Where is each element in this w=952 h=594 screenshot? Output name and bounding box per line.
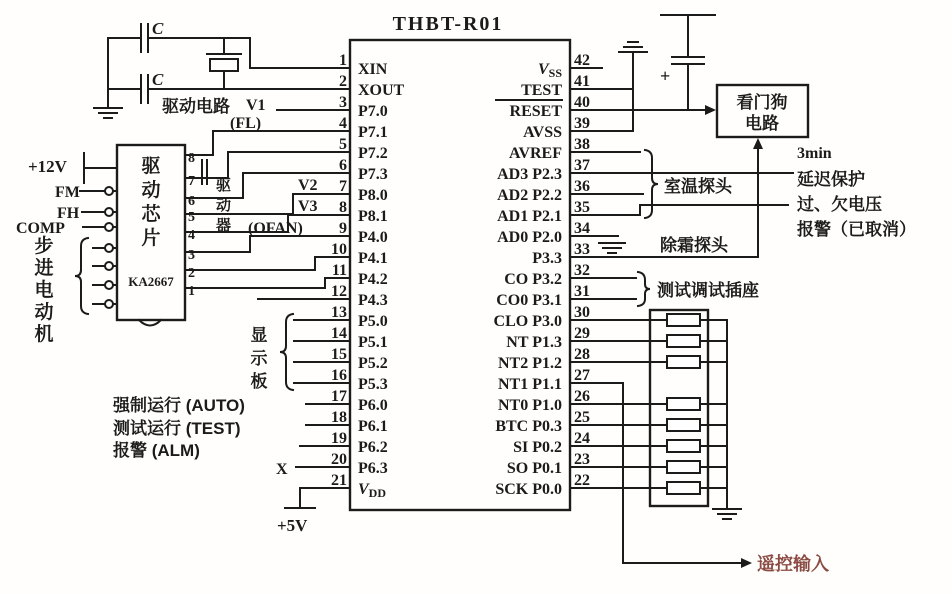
ic-pin-name: P5.3: [358, 376, 388, 393]
ic-pin-number: 7: [339, 178, 347, 195]
ic-pin-number: 24: [574, 430, 590, 447]
defrost-probe-label: 除霜探头: [660, 236, 728, 255]
brace-stepper: [75, 238, 88, 314]
ic-pin-name: AVSS: [523, 124, 562, 141]
terminal-icon: [105, 300, 113, 308]
ic-pin-number: 5: [339, 136, 347, 153]
ic-pin-number: 19: [331, 430, 347, 447]
ic-pin-name: P4.2: [358, 271, 388, 288]
bottom-left-labels: [112, 314, 331, 535]
ic-pin-number: 35: [574, 199, 590, 216]
ic-title: THBT-R01: [392, 13, 504, 35]
ic-pin-name: SO P0.1: [506, 460, 562, 477]
ic-pin-name: NT P1.3: [506, 334, 562, 351]
ic-left-pins: [331, 52, 405, 500]
ic-pin-number: 40: [574, 94, 590, 111]
driver-circuit-label: 驱动电路: [162, 97, 230, 116]
ic-pin-name: AD1 P2.1: [497, 208, 562, 225]
test-socket-label: 测试调试插座: [657, 281, 759, 300]
ic-pin-number: 21: [331, 472, 347, 489]
ic-pin-name: VSS: [537, 61, 562, 80]
terminal-icon: [105, 244, 113, 252]
driver-chip-pin-numbers: [188, 151, 195, 299]
ic-pin-name: CO P3.2: [504, 271, 562, 288]
ic-pin-name: P5.1: [358, 334, 388, 351]
display-board-label: 显示板: [250, 326, 268, 391]
ofan-label: (OFAN): [248, 220, 303, 237]
ic-pin-number: 38: [574, 136, 590, 153]
driver-chip-pin-number: 4: [188, 228, 195, 243]
driver-chip: [16, 145, 195, 345]
v2-label: V2: [298, 177, 318, 194]
v1-label: V1: [246, 97, 266, 114]
terminal-icon: [105, 223, 113, 231]
cap2-label: C: [152, 70, 164, 89]
ic-pin-number: 9: [339, 220, 347, 237]
ic-pin-number: 13: [331, 304, 347, 321]
capacitor-icon: [141, 75, 148, 103]
brace-display: [280, 314, 293, 390]
wire: [185, 257, 331, 270]
ground-icon: [713, 509, 741, 519]
stepper-motor-label: 步进电动机: [34, 236, 54, 345]
alarm-label: 报警 (ALM): [113, 441, 200, 460]
wire-ofan: [185, 236, 331, 252]
ic-pin-name: XOUT: [358, 82, 405, 99]
ic-pin-name: P4.1: [358, 250, 388, 267]
ic-pin-name: P6.0: [358, 397, 388, 414]
ic-pin-name: P7.2: [358, 145, 388, 162]
ic-pin-name: P5.0: [358, 313, 388, 330]
ic-pin-name: P8.0: [358, 187, 388, 204]
remote-input-label: 遥控输入: [757, 554, 829, 574]
watchdog-label-2: 电路: [745, 114, 779, 133]
wire-test-avss: [593, 52, 633, 131]
wire-display: [294, 320, 331, 383]
fh-label: FH: [57, 205, 80, 222]
x-label: X: [276, 461, 288, 478]
ic-pin-number: 27: [574, 367, 590, 384]
crystal-icon: [207, 38, 241, 89]
ic-pin-name: NT0 P1.0: [498, 397, 562, 414]
capacitor-icon: [141, 24, 148, 52]
ic-pin-number: 32: [574, 262, 590, 279]
terminal-icon: [105, 262, 113, 270]
supply-12v-label: +12V: [28, 157, 67, 176]
wire: [185, 278, 331, 288]
ic-pin-number: 8: [339, 199, 347, 216]
cap-polarity-label: +: [660, 66, 671, 86]
fm-label: FM: [55, 184, 80, 201]
wire-resistors-left: [593, 320, 667, 488]
capacitor-icon: [202, 160, 207, 184]
ic-pin-name: P7.0: [358, 103, 388, 120]
arrowhead-icon: [753, 138, 763, 149]
arrowhead-icon: [705, 105, 716, 115]
ic-pin-name: P6.2: [358, 439, 388, 456]
ic-pin-number: 41: [574, 73, 590, 90]
wire-12v: [84, 153, 117, 183]
ic-pin-name: P3.3: [532, 250, 562, 267]
terminal-icon: [105, 208, 113, 216]
ic-pin-number: 16: [331, 367, 347, 384]
ic-pin-number: 29: [574, 325, 590, 342]
ic-pin-name: P4.3: [358, 292, 388, 309]
ic-pin-number: 6: [339, 157, 347, 174]
probe-annotations: [593, 145, 916, 306]
ic-pin-name: P5.2: [358, 355, 388, 372]
driver-vertical-label: 驱动器: [216, 177, 232, 234]
ic-pin-number: 33: [574, 241, 590, 258]
ic-pin-number: 1: [339, 52, 347, 69]
ic-pin-name: P7.3: [358, 166, 388, 183]
ic-pin-number: 28: [574, 346, 590, 363]
ic-pin-number: 20: [331, 451, 347, 468]
ic-pin-name: CO0 P3.1: [496, 292, 562, 309]
ic-pin-number: 37: [574, 157, 590, 174]
ground-icon: [619, 42, 647, 52]
wire-resistor-bus: [700, 320, 727, 509]
ground-icon: [94, 108, 122, 118]
ic-pin-number: 4: [339, 115, 347, 132]
ic-pin-number: 31: [574, 283, 590, 300]
ic-pin-number: 12: [331, 283, 347, 300]
ic-pin-number: 39: [574, 115, 590, 132]
vcc-label: +5V: [277, 516, 308, 535]
driver-chip-pin-number: 2: [188, 266, 195, 281]
ic-pin-name: NT2 P1.2: [498, 355, 562, 372]
terminal-icon: [105, 281, 113, 289]
driver-chip-pin-number: 8: [188, 151, 195, 166]
cap1-label: C: [152, 19, 164, 38]
resistor-icons: [667, 314, 700, 494]
ic-pin-number: 34: [574, 220, 590, 237]
watchdog-label-1: 看门狗: [736, 93, 788, 112]
voltage-label: 过、欠电压: [797, 195, 882, 214]
ic-pin-name: AVREF: [508, 145, 562, 162]
ic-pin-number: 10: [331, 241, 347, 258]
test-run-label: 测试运行 (TEST): [113, 419, 241, 438]
ic-pin-name: VDD: [358, 481, 387, 500]
terminal-icon: [105, 187, 113, 195]
ic-pin-name: AD2 P2.2: [497, 187, 562, 204]
delay-label: 延迟保护: [797, 170, 865, 189]
driver-chip-pin-number: 6: [188, 194, 195, 209]
ic-pin-name: SCK P0.0: [495, 481, 562, 498]
ic-pin-name: SI P0.2: [513, 439, 562, 456]
arrowhead-icon: [741, 558, 752, 568]
wire-vcc: [285, 488, 331, 508]
resistor-network: [593, 310, 741, 519]
electrolytic-cap: [660, 15, 715, 110]
ic-pin-number: 36: [574, 178, 590, 195]
wire-osc-rail: [108, 38, 141, 108]
ic-pin-name: BTC P0.3: [495, 418, 562, 435]
stepper-terminals: [93, 244, 117, 308]
ic-pin-number: 42: [574, 52, 590, 69]
ic-pin-name: P8.1: [358, 208, 388, 225]
room-probe-label: 室温探头: [664, 177, 732, 196]
ic-right-pins: [494, 52, 593, 498]
v3-label: V3: [298, 198, 318, 215]
ic-pin-name: AD0 P2.0: [497, 229, 562, 246]
ic-pin-name: CLO P3.0: [493, 313, 562, 330]
ic-pin-number: 23: [574, 451, 590, 468]
ic-pin-number: 11: [331, 262, 347, 279]
delay-time-label: 3min: [797, 145, 832, 162]
ic-pin-number: 14: [331, 325, 347, 342]
ic-pin-number: 2: [339, 73, 347, 90]
ic-pin-name: P6.3: [358, 460, 388, 477]
wire-socket: [593, 278, 636, 299]
ic-pin-number: 3: [339, 94, 347, 111]
ic-pin-number: 18: [331, 409, 347, 426]
remote-input: [593, 383, 829, 574]
fl-label: (FL): [230, 115, 262, 132]
ground-icon: [599, 243, 625, 253]
top-right-circuit: [593, 15, 808, 257]
ic-pin-name: RESET: [509, 103, 562, 120]
driver-chip-part: KA2667: [128, 274, 174, 289]
ic-pin-name: NT1 P1.1: [498, 376, 562, 393]
driver-chip-pin-number: 3: [188, 248, 195, 263]
driver-chip-pin-number: 7: [188, 174, 195, 189]
ic-pin-name: AD3 P2.3: [497, 166, 562, 183]
driver-chip-pin-number: 1: [188, 284, 195, 299]
ic-pin-number: 26: [574, 388, 590, 405]
brace-socket: [638, 272, 650, 306]
ic-pin-name: TEST: [521, 82, 562, 99]
ic-pin-name: P4.0: [358, 229, 388, 246]
ic-pin-number: 30: [574, 304, 590, 321]
brace-room-probe: [645, 150, 658, 218]
ic-pin-number: 22: [574, 472, 590, 489]
ic-pin-name: P6.1: [358, 418, 388, 435]
driver-chip-name: 驱动芯片: [141, 156, 161, 249]
driver-chip-pin-number: 5: [188, 210, 195, 225]
auto-run-label: 强制运行 (AUTO): [113, 396, 245, 415]
comp-label: COMP: [16, 220, 65, 237]
ic-pin-name: XIN: [358, 61, 388, 78]
ic-pin-name: P7.1: [358, 124, 388, 141]
alarm-cancelled-label: 报警（已取消）: [797, 220, 916, 239]
ic-pin-number: 17: [331, 388, 347, 405]
ic-pin-number: 15: [331, 346, 347, 363]
ic-pin-number: 25: [574, 409, 590, 426]
